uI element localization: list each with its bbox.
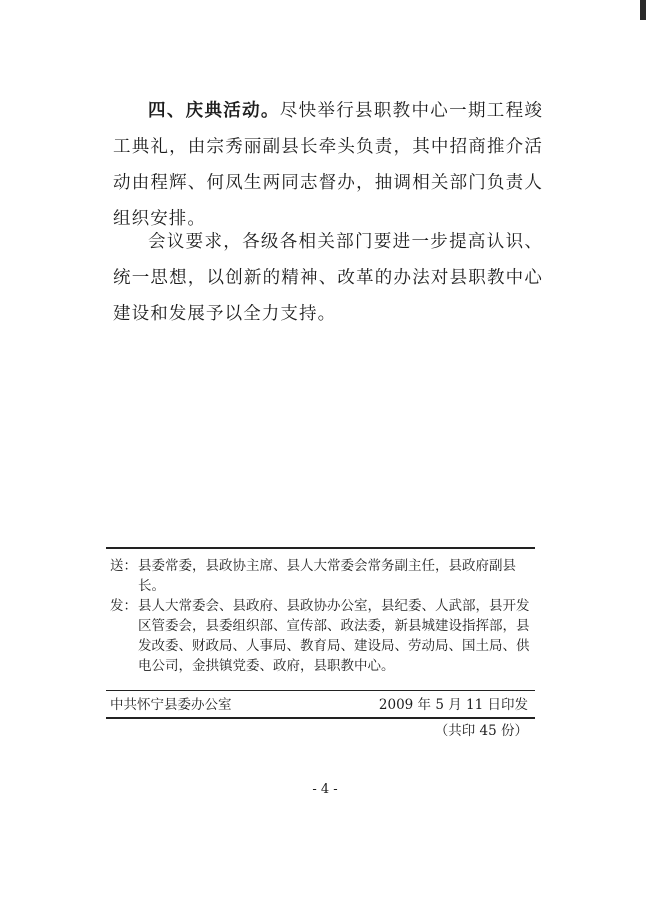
distribution-top-rule <box>106 547 535 549</box>
issuing-office: 中共怀宁县委办公室 <box>110 697 232 713</box>
footer-rule <box>106 690 535 691</box>
distribution-to <box>110 556 535 596</box>
print-copies: （共印 45 份） <box>434 723 528 739</box>
footer-bottom-rule <box>106 717 535 719</box>
section-heading: 四、庆典活动。 <box>148 101 280 121</box>
send-recipients: 县人大常委会、县政府、县政协办公室，县纪委、人武部，县开发区管委会，县委组织部、宣传部、政法委，新县城建设指挥部，县发改委、财政局、人事局、教育局、建设局、劳动局、国土局、供电公司，金拱镇党委、政府，县职教中心。 <box>138 598 530 674</box>
to-label: 送： <box>110 558 137 574</box>
send-label: 发： <box>110 598 137 614</box>
issue-date: 2009 年 5 月 11 日印发 <box>378 697 528 713</box>
section-text: 尽快举行县职教中心一期工程竣工典礼，由宗秀丽副县长牵头负责，其中招商推介活动由程辉、何凤生两同志督办，抽调相关部门负责人组织安排。 <box>113 101 544 229</box>
closing-paragraph: 会议要求，各级各相关部门要进一步提高认识、统一思想，以创新的精神、改革的办法对县职教中心建设和发展予以全力支持。 <box>113 232 543 324</box>
distribution-send <box>110 596 535 676</box>
page-number: - 4 - <box>312 782 338 797</box>
to-recipients: 县委常委，县政协主席、县人大常委会常务副主任，县政府副县长。 <box>138 558 516 594</box>
scan-edge-mark <box>640 0 646 20</box>
section-paragraph <box>113 93 543 237</box>
